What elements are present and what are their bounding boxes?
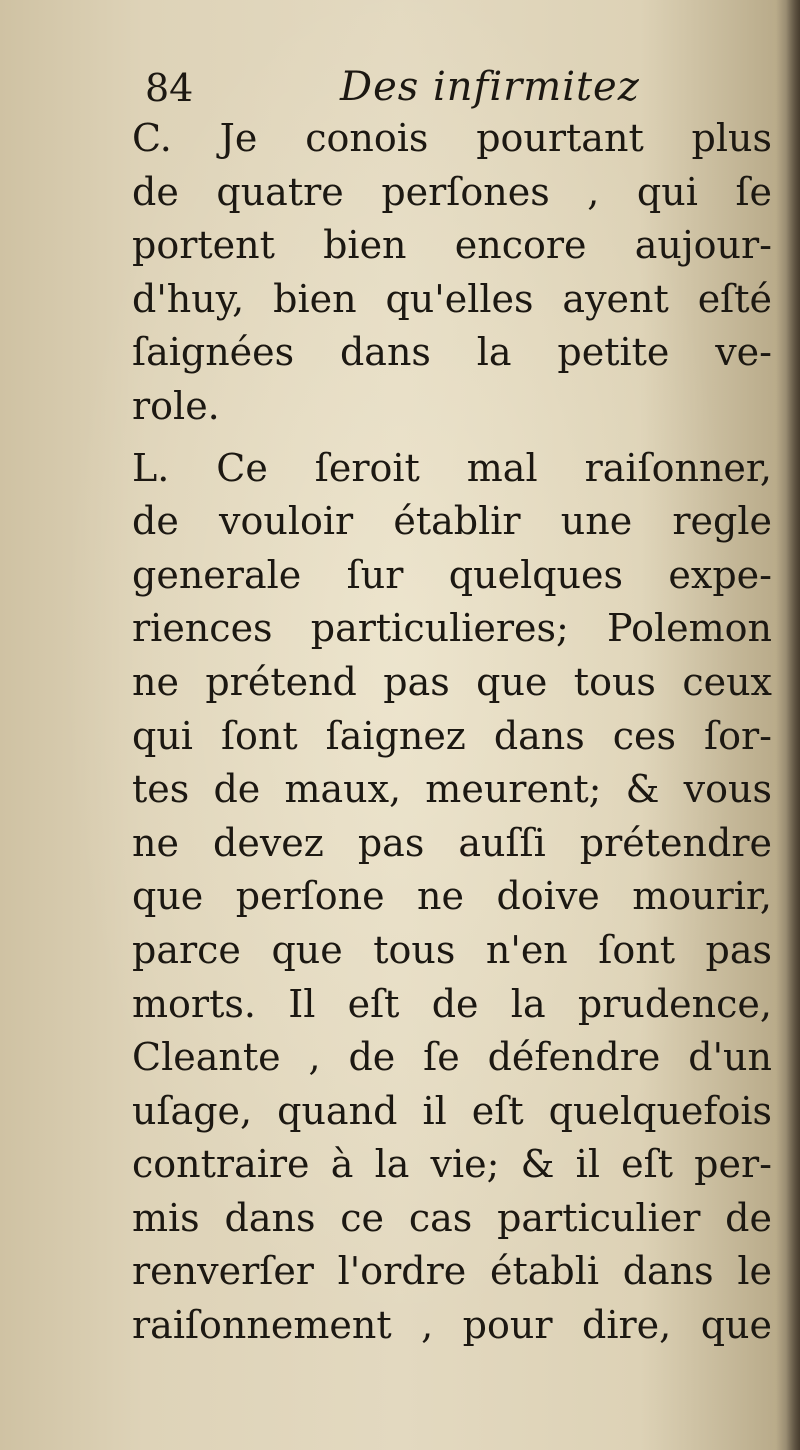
text-line: qui ſont ſaignez dans ces ſor- bbox=[132, 713, 772, 758]
text-line: uſage, quand il eſt quelquefois bbox=[132, 1088, 772, 1133]
text-line: d'huy, bien qu'elles ayent eſté bbox=[132, 276, 772, 321]
text-line: generale ſur quelques expe- bbox=[132, 552, 772, 597]
page-edge-shadow bbox=[786, 0, 800, 1450]
text-line: ne prétend pas que tous ceux bbox=[132, 659, 772, 704]
text-line: portent bien encore aujour- bbox=[132, 223, 772, 268]
body-text bbox=[132, 112, 772, 1353]
text-line: renverſer l'ordre établi dans le bbox=[132, 1249, 772, 1294]
text-line: de quatre perſones , qui ſe bbox=[132, 169, 772, 214]
page-number: 84 bbox=[145, 66, 194, 110]
text-line: riences particulieres; Polemon bbox=[132, 606, 772, 651]
text-line: de vouloir établir une regle bbox=[132, 499, 772, 544]
text-line: que perſone ne doive mourir, bbox=[132, 874, 772, 919]
text-line: ne devez pas auſſi prétendre bbox=[132, 820, 772, 865]
text-line: raiſonnement , pour dire, que bbox=[132, 1303, 772, 1348]
text-line: tes de maux, meurent; & vous bbox=[132, 767, 772, 812]
page-header bbox=[145, 62, 765, 116]
text-line: Cleante , de ſe défendre d'un bbox=[132, 1035, 772, 1080]
running-title: Des infirmitez bbox=[340, 64, 640, 110]
paragraph-lysis bbox=[132, 442, 772, 1353]
paragraph-cleante bbox=[132, 112, 772, 434]
text-line: C. Je conois pourtant plus bbox=[132, 116, 772, 160]
text-line: role. bbox=[132, 383, 220, 428]
text-line: mis dans ce cas particulier de bbox=[132, 1195, 772, 1240]
text-line: morts. Il eſt de la prudence, bbox=[132, 981, 772, 1026]
text-line: L. Ce ſeroit mal raiſonner, bbox=[132, 445, 772, 490]
text-line: contraire à la vie; & il eſt per- bbox=[132, 1142, 772, 1187]
text-line: parce que tous n'en ſont pas bbox=[132, 927, 772, 972]
text-line: ſaignées dans la petite ve- bbox=[132, 330, 772, 375]
